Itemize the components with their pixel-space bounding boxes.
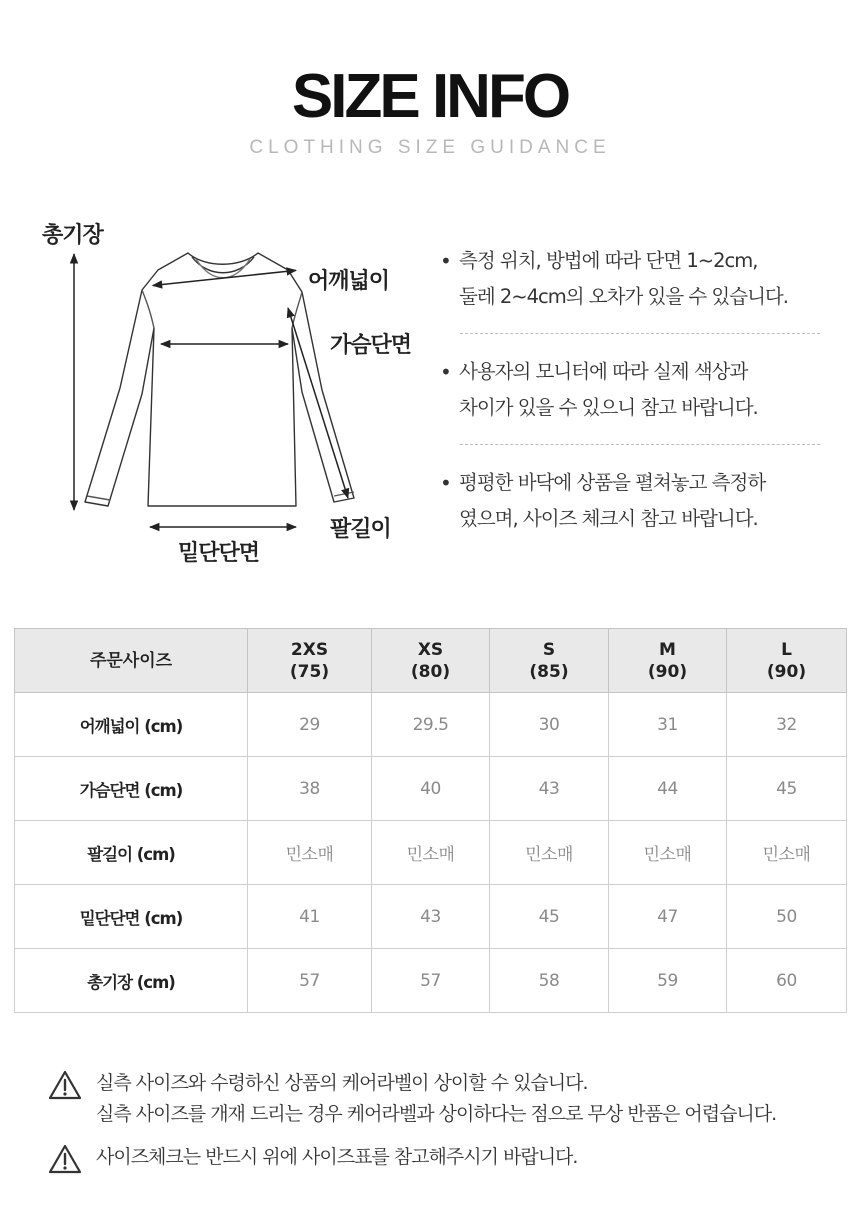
warning-text [96,1142,577,1173]
warning-triangle-icon [48,1070,82,1100]
table-row [15,885,847,949]
table-cell: 45 [490,885,609,949]
label-hem-width: 밑단단면 [178,541,260,566]
table-header-size [490,629,609,693]
table-cell: 40 [372,757,490,821]
table-cell: 45 [727,757,847,821]
note-item [440,465,820,537]
table-cell: 43 [490,757,609,821]
table-cell: 29.5 [372,693,490,757]
warning-line: 사이즈체크는 반드시 위에 사이즈표를 참고해주시기 바랍니다. [96,1146,578,1168]
table-cell: 59 [609,949,727,1013]
table-row [15,693,847,757]
table-header-size [372,629,490,693]
size-name: S [542,639,556,660]
size-name: L [781,639,792,660]
page-subtitle: CLOTHING SIZE GUIDANCE [249,137,611,158]
size-code: (85) [529,661,569,682]
label-chest-width: 가슴단면 [330,333,412,358]
warning-text [96,1068,776,1130]
warning-note-care-label [48,1068,838,1132]
table-cell: 50 [727,885,847,949]
table-cell: 44 [609,757,727,821]
note-line: 측정 위치, 방법에 따라 단면 1~2cm, [459,249,758,272]
label-total-length: 총기장 [42,223,103,248]
table-row [15,821,847,885]
bullet-icon: • [440,360,451,384]
row-label: 밑단단면 (cm) [15,885,248,949]
divider [460,444,820,445]
table-cell: 60 [727,949,847,1013]
row-label: 가슴단면 (cm) [15,757,248,821]
table-cell: 민소매 [490,821,609,885]
table-row [15,757,847,821]
table-cell: 민소매 [248,821,372,885]
size-code: (90) [766,661,807,682]
table-cell: 민소매 [609,821,727,885]
table-cell: 30 [490,693,609,757]
note-line: 평평한 바닥에 상품을 펼쳐놓고 측정하 [459,471,766,494]
table-cell: 43 [372,885,490,949]
label-shoulder-width: 어깨넓이 [308,269,390,294]
warning-triangle-icon [48,1144,82,1174]
table-header-order-size: 주문사이즈 [15,629,248,693]
note-line: 차이가 있을 수 있으니 참고 바랍니다. [459,396,758,419]
size-code: (80) [410,661,451,682]
table-cell: 38 [248,757,372,821]
row-label: 어깨넓이 (cm) [15,693,248,757]
table-header-row [15,629,847,693]
note-line: 둘레 2~4cm의 오차가 있을 수 있습니다. [459,285,788,308]
table-header-size [727,629,847,693]
size-name: M [659,639,676,660]
table-cell: 41 [248,885,372,949]
size-code: (75) [289,661,330,682]
table-cell: 47 [609,885,727,949]
table-cell: 민소매 [727,821,847,885]
note-line: 였으며, 사이즈 체크시 참고 바랍니다. [459,507,758,530]
warning-line: 실측 사이즈와 수령하신 상품의 케어라벨이 상이할 수 있습니다. [96,1072,588,1094]
table-cell: 32 [727,693,847,757]
table-cell: 57 [372,949,490,1013]
warning-line: 실측 사이즈를 개재 드리는 경우 케어라벨과 상이하다는 점으로 무상 반품은 어렵습니다. [96,1103,777,1125]
row-label: 총기장 (cm) [15,949,248,1013]
table-cell: 29 [248,693,372,757]
table-cell: 민소매 [372,821,490,885]
size-table [14,628,847,1013]
table-cell: 31 [609,693,727,757]
table-header-size [609,629,727,693]
label-sleeve-length: 팔길이 [330,517,391,542]
row-label: 팔길이 (cm) [15,821,248,885]
garment-measurement-diagram [30,210,440,580]
table-row [15,949,847,1013]
bullet-icon: • [440,471,451,495]
size-code: (90) [647,661,688,682]
bullet-icon: • [440,249,451,273]
table-header-size [248,629,372,693]
page-title: SIZE INFO [291,62,569,131]
size-name: 2XS [290,639,329,660]
note-item [440,354,820,426]
note-line: 사용자의 모니터에 따라 실제 색상과 [459,360,748,383]
measurement-notes [440,243,820,537]
size-name: XS [417,639,444,660]
table-cell: 57 [248,949,372,1013]
table-cell: 58 [490,949,609,1013]
warning-note-size-check [48,1142,838,1176]
divider [460,333,820,334]
note-item [440,243,820,315]
